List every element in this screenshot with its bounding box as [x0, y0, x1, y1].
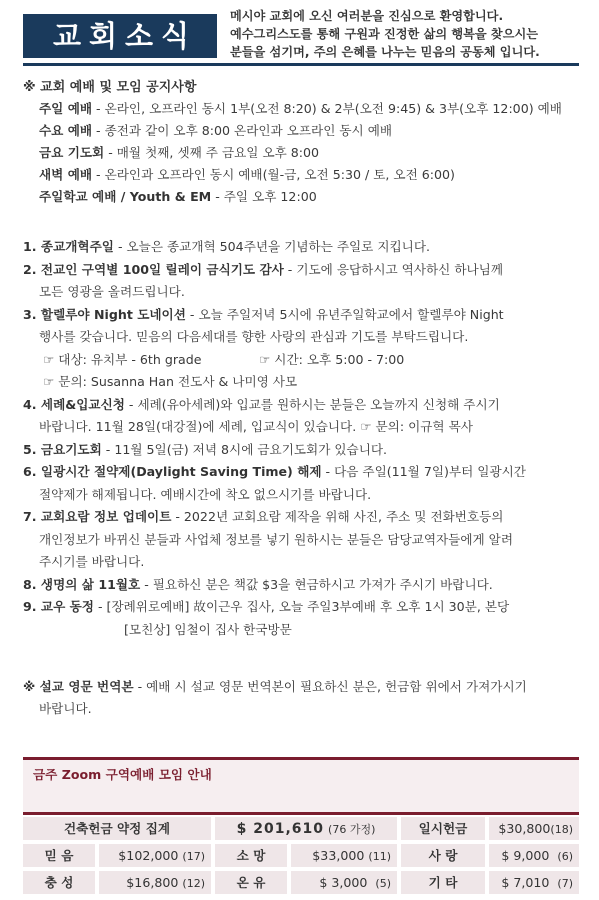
announcement-text: - 오늘 주일저녁 5시에 유년주일학교에서 할렐루야 Night — [185, 306, 504, 322]
building-pledge-label: 건축헌금 약정 집계 — [23, 817, 211, 840]
worship-notice — [23, 78, 579, 208]
notice-text: - 온라인, 오프라인 동시 1부(오전 8:20) & 2부(오전 9:45) & 3부(오후 12:00) 예배 — [92, 101, 562, 116]
announcement-text: - 필요하신 분은 책값 $3을 현금하시고 가져가 주시기 바랍니다. — [140, 576, 493, 592]
announcement-item — [23, 596, 583, 641]
notice-label: 주일학교 예배 / Youth & EM — [39, 189, 212, 204]
table-row — [23, 815, 579, 842]
announcement-item — [23, 574, 583, 597]
notice-label: 수요 예배 — [39, 123, 93, 138]
welcome-line: 메시야 교회에 오신 여러분을 진심으로 환영합니다. — [230, 9, 504, 23]
loyalty-value — [99, 871, 211, 894]
announcement-text: 개인정보가 바뀌신 분들과 사업체 정보를 넣기 원하시는 분들은 담당교역자들에게 알려 — [39, 531, 513, 547]
table-row — [23, 869, 579, 896]
other-amount: $ 7,010 — [501, 875, 550, 890]
love-value — [489, 844, 579, 867]
announcement-title: 6. 일광시간 절약제(Daylight Saving Time) 해제 — [23, 464, 322, 479]
hope-label: 소 망 — [215, 844, 287, 867]
zoom-section — [23, 757, 579, 815]
love-count: (6) — [557, 850, 573, 863]
announcement-item — [23, 439, 583, 462]
welcome-line: 예수그리스도를 통해 구원과 진정한 삶의 행복을 찾으시는 — [230, 27, 539, 41]
announcement-text: 주시기를 바랍니다. — [39, 554, 145, 569]
announcement-text: - 기도에 응답하시고 역사하신 하나님께 — [283, 261, 504, 277]
notice-text: - 매월 첫째, 셋째 주 금요일 오후 8:00 — [104, 145, 320, 160]
other-value — [489, 871, 579, 894]
other-count: (7) — [557, 877, 573, 890]
love-amount: $ 9,000 — [501, 848, 550, 863]
announcement-text: - 세례(유아세례)와 입교를 원하시는 분들은 오늘까지 신청해 주시기 — [124, 396, 500, 412]
notice-row — [39, 142, 579, 164]
announcement-item — [23, 259, 583, 304]
hope-amount: $33,000 — [312, 848, 365, 863]
building-pledge-value — [215, 817, 397, 840]
gentleness-value — [291, 871, 397, 894]
notice-row — [39, 164, 579, 186]
loyalty-label: 충 성 — [23, 871, 95, 894]
welcome-line: 분들을 섬기며, 주의 은혜를 나누는 믿음의 공동체 입니다. — [230, 45, 540, 59]
hope-value — [291, 844, 397, 867]
announcement-title: 7. 교회요람 정보 업데이트 — [23, 509, 172, 524]
announcement-title: 2. 전교인 구역별 100일 릴레이 금식기도 감사 — [23, 261, 284, 277]
announcement-text: - [장례위로예배] 故이근우 집사, 오늘 주일3부예배 후 오후 1시 30분, 본당 — [93, 599, 510, 614]
faith-count: (17) — [182, 850, 205, 863]
offering-table — [23, 815, 579, 896]
announcement-item — [23, 236, 583, 259]
gentleness-label: 온 유 — [215, 871, 287, 894]
zoom-top-rule — [23, 757, 579, 760]
special-offering-count: (18) — [550, 823, 573, 836]
event-time: ☞ 시간: 오후 5:00 - 7:00 — [259, 351, 405, 367]
translation-title: ※ 설교 영문 번역본 — [23, 679, 134, 694]
page-title: 교회소식 — [23, 14, 217, 58]
loyalty-amount: $16,800 — [126, 875, 179, 890]
notice-text: - 주일 오후 12:00 — [211, 189, 317, 204]
gentleness-count: (5) — [375, 877, 391, 890]
event-details — [23, 349, 583, 372]
announcement-list — [23, 236, 583, 641]
notice-text: - 온라인과 오프라인 동시 예배(월-금, 오전 5:30 / 토, 오전 6:00) — [92, 167, 455, 182]
header-divider — [23, 63, 579, 66]
announcement-text: - 오늘은 종교개혁 504주년을 기념하는 주일로 지킵니다. — [113, 239, 431, 254]
notice-row — [39, 98, 579, 120]
announcement-title: 3. 할렐루야 Night 도네이션 — [23, 306, 186, 322]
announcement-text: 모든 영광을 올려드립니다. — [39, 284, 185, 299]
announcement-text: [모친상] 임철이 집사 한국방문 — [124, 621, 292, 637]
notice-label: 금요 기도회 — [39, 145, 105, 160]
building-pledge-amount: $ 201,610 — [236, 821, 325, 837]
event-contact: ☞ 문의: Susanna Han 전도사 & 나미영 사모 — [43, 374, 298, 389]
translation-text: 바랍니다. — [39, 701, 92, 716]
welcome-message — [230, 7, 580, 61]
announcement-text: 바랍니다. 11월 28일(대강절)에 세례, 입교식이 있습니다. ☞ 문의: 이규혁 목사 — [39, 419, 473, 434]
notice-text: - 종전과 같이 오후 8:00 온라인과 오프라인 동시 예배 — [92, 123, 393, 138]
announcement-title: 8. 생명의 삶 11월호 — [23, 576, 141, 592]
announcement-text: - 2022년 교회요람 제작을 위해 사진, 주소 및 전화번호등의 — [171, 509, 504, 524]
faith-label: 믿 음 — [23, 844, 95, 867]
notice-row — [39, 186, 579, 208]
announcement-title: 5. 금요기도회 — [23, 441, 102, 457]
announcement-text: - 다음 주일(11월 7일)부터 일광시간 — [321, 464, 526, 479]
loyalty-count: (12) — [182, 877, 205, 890]
special-offering-amount: $30,800 — [498, 821, 551, 836]
announcement-text: 절약제가 해제됩니다. 예배시간에 착오 없으시기를 바랍니다. — [39, 486, 372, 502]
special-offering-label: 일시헌금 — [401, 817, 485, 840]
announcement-title: 9. 교우 동정 — [23, 599, 94, 614]
building-pledge-count: (76 가정) — [328, 823, 376, 836]
translation-text: - 예배 시 설교 영문 번역본이 필요하신 분은, 헌금함 위에서 가져가시기 — [133, 679, 527, 694]
notice-title: ※ 교회 예배 및 모임 공지사항 — [23, 80, 197, 95]
zoom-title: 금주 Zoom 구역예배 모임 안내 — [33, 767, 212, 782]
table-row — [23, 842, 579, 869]
notice-row — [39, 120, 579, 142]
love-label: 사 랑 — [401, 844, 485, 867]
translation-notice — [23, 676, 583, 720]
hope-count: (11) — [368, 850, 391, 863]
announcement-title: 1. 종교개혁주일 — [23, 239, 114, 254]
faith-amount: $102,000 — [118, 848, 179, 863]
event-target: ☞ 대상: 유치부 - 6th grade — [43, 351, 202, 367]
gentleness-amount: $ 3,000 — [319, 875, 368, 890]
notice-label: 주일 예배 — [39, 101, 93, 116]
announcement-item — [23, 394, 583, 439]
announcement-text: - 11월 5일(금) 저녁 8시에 금요기도회가 있습니다. — [101, 441, 388, 457]
announcement-text: 행사를 갖습니다. 믿음의 다음세대를 향한 사랑의 관심과 기도를 부탁드립니다. — [39, 329, 469, 344]
announcement-title: 4. 세례&입교신청 — [23, 396, 125, 412]
notice-label: 새벽 예배 — [39, 167, 93, 182]
faith-value — [99, 844, 211, 867]
announcement-item — [23, 304, 583, 394]
announcement-item — [23, 506, 583, 574]
announcement-item — [23, 461, 583, 506]
other-label: 기 타 — [401, 871, 485, 894]
special-offering-value — [489, 817, 579, 840]
